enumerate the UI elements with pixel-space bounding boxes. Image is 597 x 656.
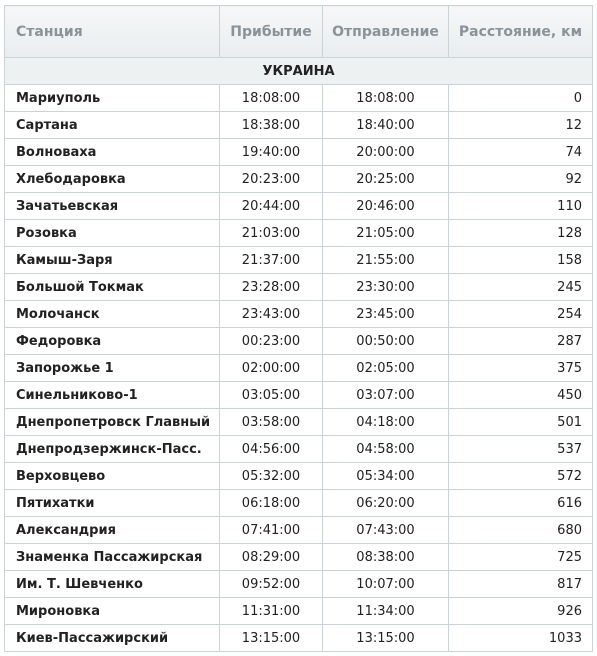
table-row <box>5 328 593 355</box>
departure-cell: 08:38:00 <box>323 544 449 571</box>
arrival-cell: 06:18:00 <box>220 490 323 517</box>
table-row <box>5 517 593 544</box>
distance-cell: 926 <box>449 598 593 625</box>
arrival-cell: 21:03:00 <box>220 220 323 247</box>
distance-cell: 616 <box>449 490 593 517</box>
departure-cell: 20:00:00 <box>323 139 449 166</box>
departure-cell: 02:05:00 <box>323 355 449 382</box>
arrival-cell: 18:08:00 <box>220 85 323 112</box>
table-row <box>5 85 593 112</box>
table-row <box>5 625 593 652</box>
station-cell: Большой Токмак <box>5 274 220 301</box>
arrival-cell: 00:23:00 <box>220 328 323 355</box>
departure-cell: 06:20:00 <box>323 490 449 517</box>
departure-cell: 07:43:00 <box>323 517 449 544</box>
section-row <box>5 58 593 85</box>
distance-cell: 680 <box>449 517 593 544</box>
arrival-cell: 08:29:00 <box>220 544 323 571</box>
station-cell: Хлебодаровка <box>5 166 220 193</box>
table-row <box>5 220 593 247</box>
station-cell: Волноваха <box>5 139 220 166</box>
station-cell: Днепропетровск Главный <box>5 409 220 436</box>
station-cell: Мариуполь <box>5 85 220 112</box>
arrival-cell: 21:37:00 <box>220 247 323 274</box>
arrival-cell: 20:44:00 <box>220 193 323 220</box>
station-cell: Синельниково-1 <box>5 382 220 409</box>
arrival-cell: 04:56:00 <box>220 436 323 463</box>
table-row <box>5 112 593 139</box>
departure-cell: 04:18:00 <box>323 409 449 436</box>
station-cell: Верховцево <box>5 463 220 490</box>
distance-cell: 0 <box>449 85 593 112</box>
table-row <box>5 355 593 382</box>
arrival-cell: 02:00:00 <box>220 355 323 382</box>
table-row <box>5 247 593 274</box>
arrival-cell: 23:28:00 <box>220 274 323 301</box>
table-row <box>5 166 593 193</box>
distance-cell: 572 <box>449 463 593 490</box>
departure-cell: 21:05:00 <box>323 220 449 247</box>
schedule-table-container <box>4 5 593 652</box>
arrival-cell: 11:31:00 <box>220 598 323 625</box>
distance-cell: 450 <box>449 382 593 409</box>
column-header-station: Станция <box>5 6 220 58</box>
header-row <box>5 6 593 58</box>
table-row <box>5 409 593 436</box>
distance-cell: 287 <box>449 328 593 355</box>
station-cell: Камыш-Заря <box>5 247 220 274</box>
departure-cell: 20:25:00 <box>323 166 449 193</box>
table-row <box>5 571 593 598</box>
station-cell: Александрия <box>5 517 220 544</box>
distance-cell: 110 <box>449 193 593 220</box>
arrival-cell: 09:52:00 <box>220 571 323 598</box>
table-row <box>5 463 593 490</box>
departure-cell: 10:07:00 <box>323 571 449 598</box>
station-cell: Им. Т. Шевченко <box>5 571 220 598</box>
station-cell: Сартана <box>5 112 220 139</box>
station-cell: Розовка <box>5 220 220 247</box>
train-schedule-table <box>4 5 593 652</box>
table-row <box>5 490 593 517</box>
station-cell: Молочанск <box>5 301 220 328</box>
station-cell: Знаменка Пассажирская <box>5 544 220 571</box>
table-body <box>5 58 593 652</box>
distance-cell: 537 <box>449 436 593 463</box>
distance-cell: 725 <box>449 544 593 571</box>
arrival-cell: 05:32:00 <box>220 463 323 490</box>
station-cell: Киев-Пассажирский <box>5 625 220 652</box>
column-header-departure: Отправление <box>323 6 449 58</box>
arrival-cell: 20:23:00 <box>220 166 323 193</box>
departure-cell: 20:46:00 <box>323 193 449 220</box>
column-header-distance: Расстояние, км <box>449 6 593 58</box>
table-row <box>5 382 593 409</box>
departure-cell: 18:08:00 <box>323 85 449 112</box>
table-row <box>5 301 593 328</box>
table-header <box>5 6 593 58</box>
table-row <box>5 598 593 625</box>
station-cell: Днепродзержинск-Пасс. <box>5 436 220 463</box>
departure-cell: 11:34:00 <box>323 598 449 625</box>
distance-cell: 158 <box>449 247 593 274</box>
distance-cell: 1033 <box>449 625 593 652</box>
departure-cell: 21:55:00 <box>323 247 449 274</box>
distance-cell: 817 <box>449 571 593 598</box>
arrival-cell: 03:05:00 <box>220 382 323 409</box>
station-cell: Пятихатки <box>5 490 220 517</box>
column-header-arrival: Прибытие <box>220 6 323 58</box>
departure-cell: 00:50:00 <box>323 328 449 355</box>
distance-cell: 12 <box>449 112 593 139</box>
section-title: УКРАИНА <box>5 58 593 85</box>
departure-cell: 23:45:00 <box>323 301 449 328</box>
arrival-cell: 19:40:00 <box>220 139 323 166</box>
arrival-cell: 23:43:00 <box>220 301 323 328</box>
departure-cell: 18:40:00 <box>323 112 449 139</box>
station-cell: Мироновка <box>5 598 220 625</box>
distance-cell: 501 <box>449 409 593 436</box>
distance-cell: 375 <box>449 355 593 382</box>
table-row <box>5 436 593 463</box>
departure-cell: 05:34:00 <box>323 463 449 490</box>
distance-cell: 254 <box>449 301 593 328</box>
station-cell: Зачатьевская <box>5 193 220 220</box>
arrival-cell: 13:15:00 <box>220 625 323 652</box>
table-row <box>5 193 593 220</box>
departure-cell: 13:15:00 <box>323 625 449 652</box>
table-row <box>5 544 593 571</box>
arrival-cell: 07:41:00 <box>220 517 323 544</box>
arrival-cell: 18:38:00 <box>220 112 323 139</box>
departure-cell: 03:07:00 <box>323 382 449 409</box>
distance-cell: 74 <box>449 139 593 166</box>
departure-cell: 04:58:00 <box>323 436 449 463</box>
station-cell: Федоровка <box>5 328 220 355</box>
table-row <box>5 139 593 166</box>
departure-cell: 23:30:00 <box>323 274 449 301</box>
table-row <box>5 274 593 301</box>
distance-cell: 92 <box>449 166 593 193</box>
arrival-cell: 03:58:00 <box>220 409 323 436</box>
distance-cell: 128 <box>449 220 593 247</box>
distance-cell: 245 <box>449 274 593 301</box>
station-cell: Запорожье 1 <box>5 355 220 382</box>
